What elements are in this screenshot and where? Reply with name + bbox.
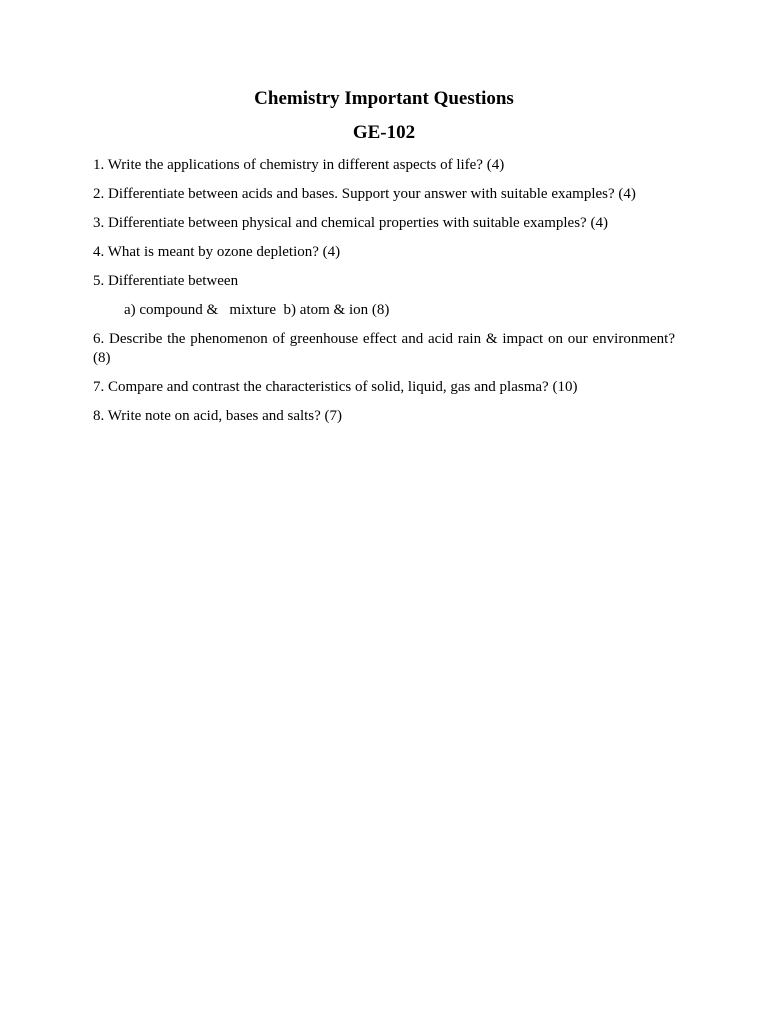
question-5: 5. Differentiate between bbox=[93, 273, 239, 289]
question-2: 2. Differentiate between acids and bases. Support your answer with suitable examples? (4) bbox=[93, 186, 636, 202]
question-8: 8. Write note on acid, bases and salts? (7) bbox=[93, 408, 343, 424]
question-6: 6. Describe the phenomenon of greenhouse effect and acid rain & impact on our environment? (8) bbox=[93, 331, 675, 366]
question-7: 7. Compare and contrast the characteristics of solid, liquid, gas and plasma? (10) bbox=[93, 379, 578, 395]
course-code: GE-102 bbox=[352, 122, 416, 143]
question-4: 4. What is meant by ozone depletion? (4) bbox=[93, 244, 341, 260]
document-page bbox=[93, 86, 675, 436]
document-title: Chemistry Important Questions bbox=[254, 88, 514, 109]
question-1: 1. Write the applications of chemistry in different aspects of life? (4) bbox=[93, 157, 505, 173]
question-5-subparts: a) compound & mixture b) atom & ion (8) bbox=[124, 302, 390, 318]
question-3: 3. Differentiate between physical and chemical properties with suitable examples? (4) bbox=[93, 215, 608, 231]
